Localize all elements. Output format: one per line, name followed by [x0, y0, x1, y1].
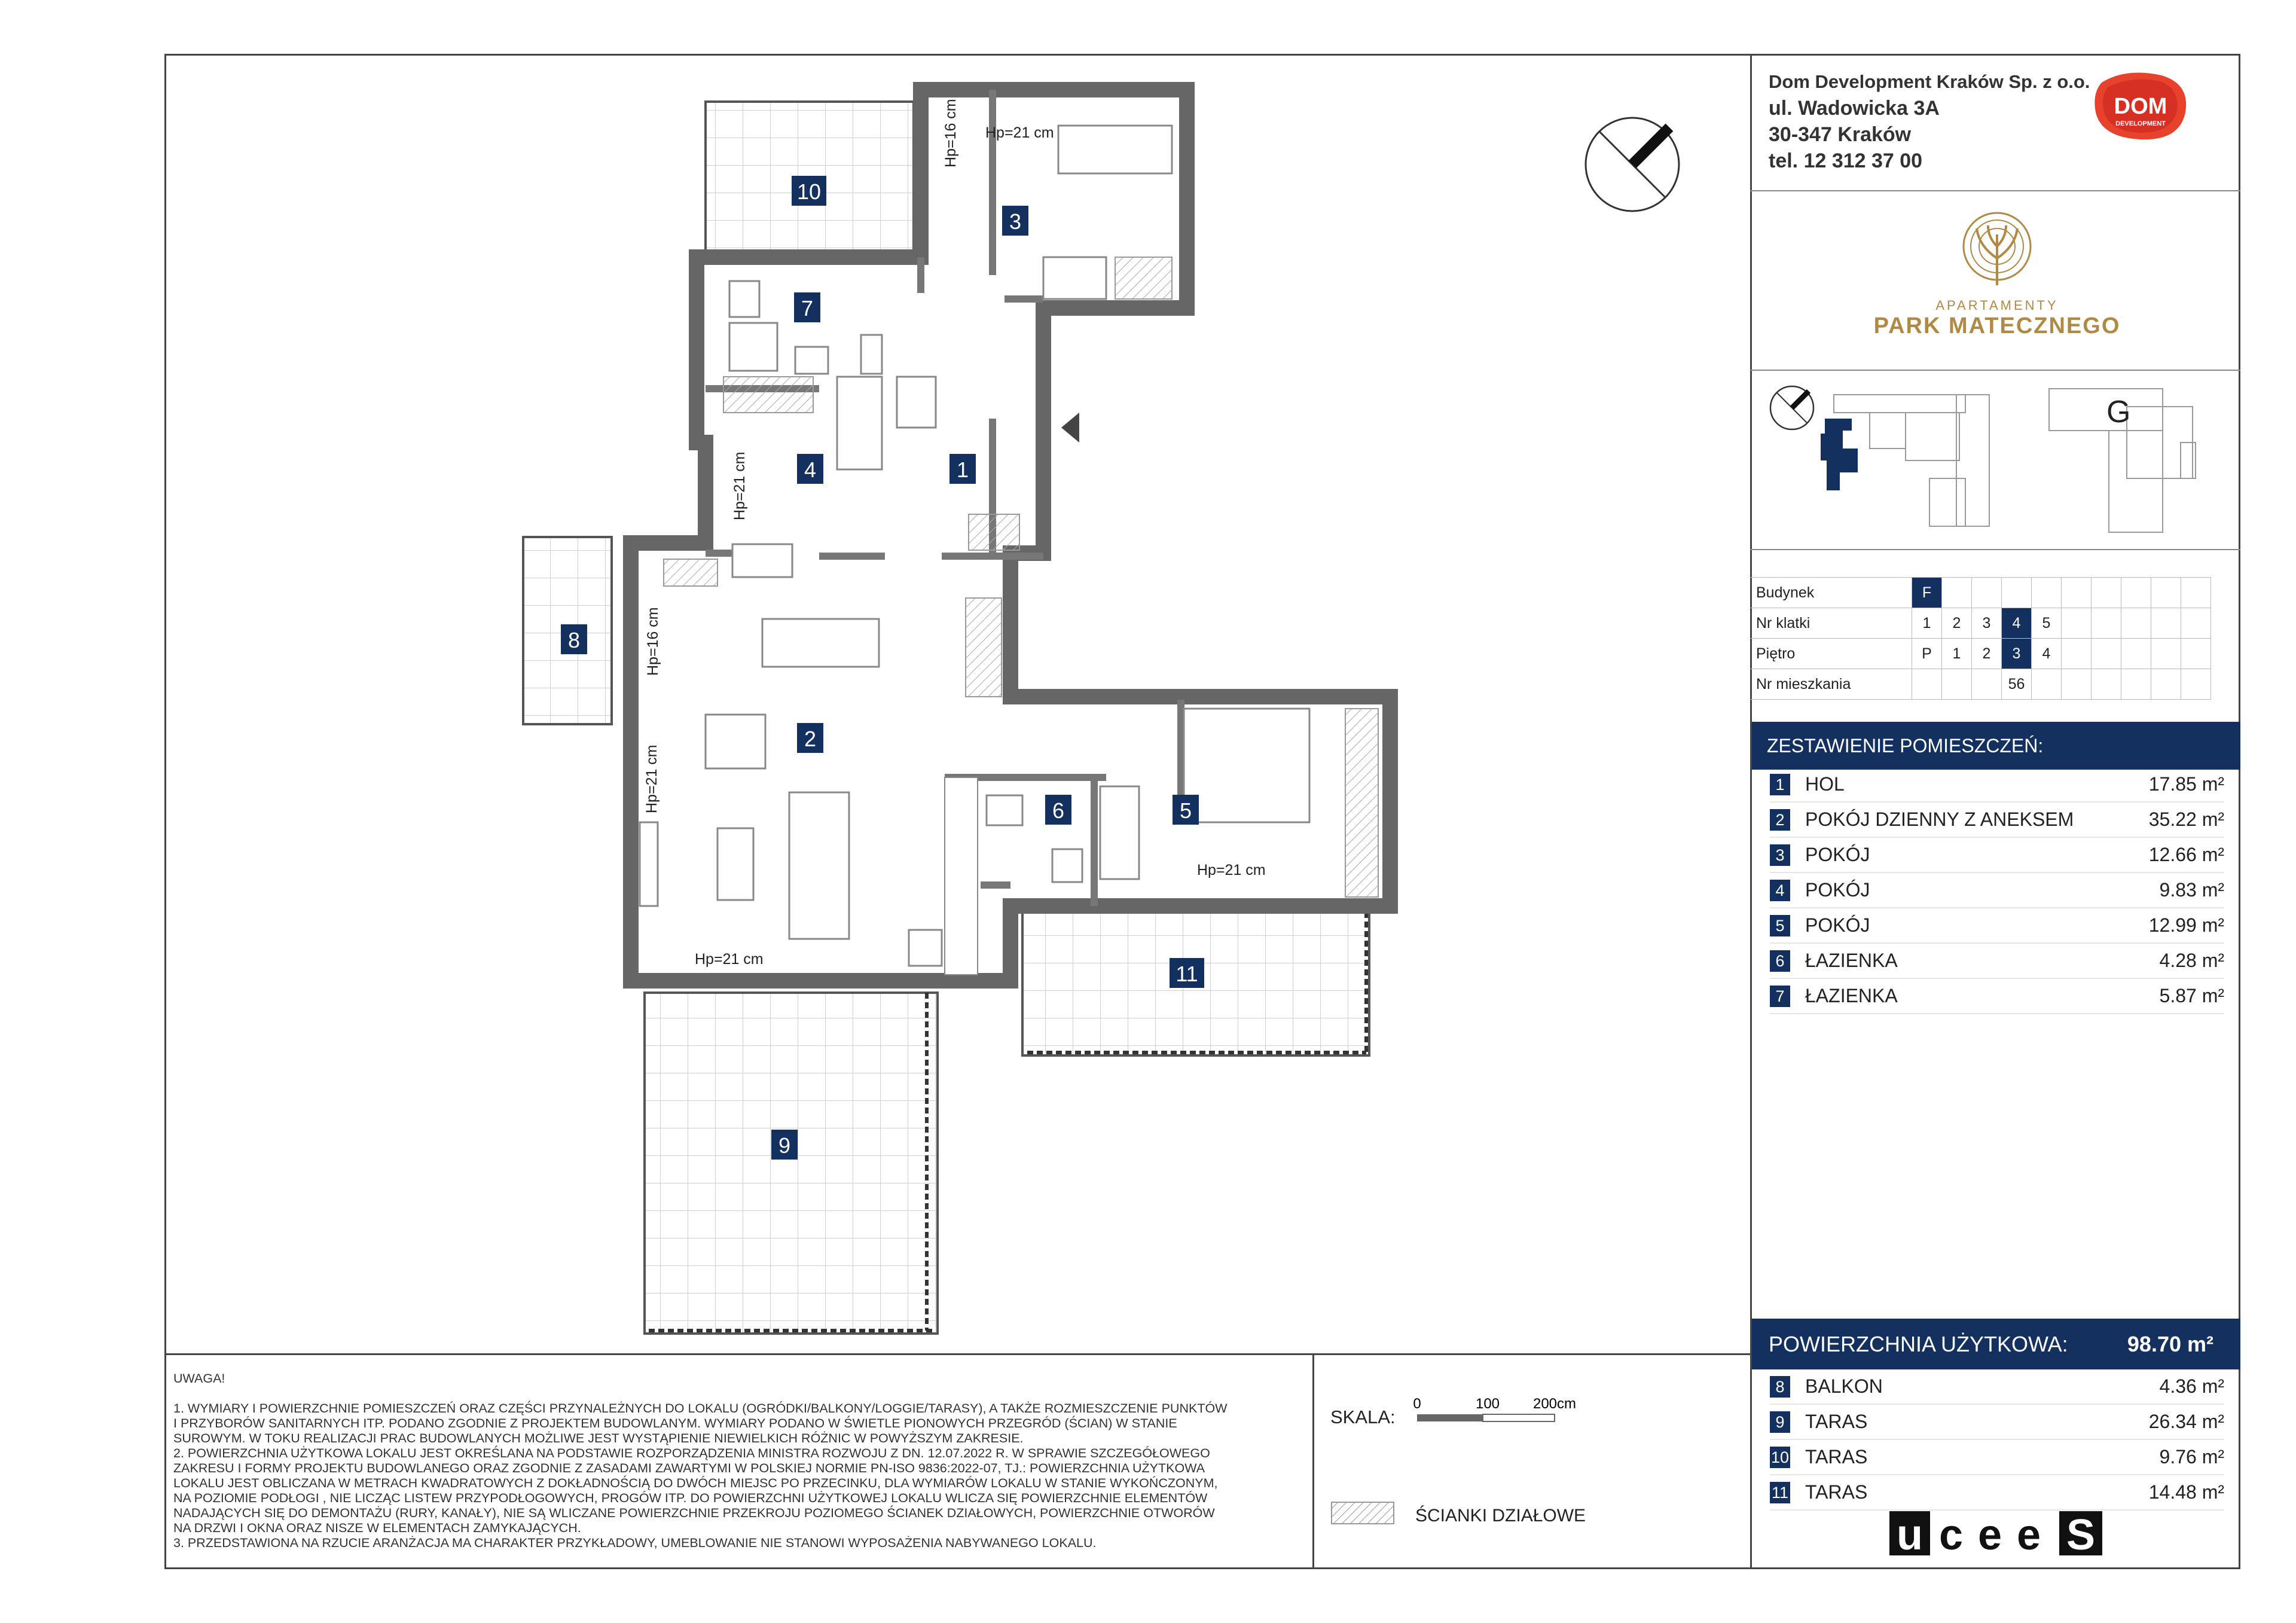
bed: [1058, 126, 1172, 173]
project-title: PARK MATECZNEGO: [1873, 313, 2121, 338]
room-label: 8: [567, 628, 581, 652]
room-row: [1770, 1475, 2224, 1511]
wardrobe: [966, 598, 1002, 697]
armchair: [706, 715, 765, 768]
wardrobe: [1115, 257, 1172, 299]
info-cell: [2092, 608, 2121, 639]
info-cell: [2181, 669, 2211, 700]
cooktop: [909, 930, 942, 966]
info-cell: [1912, 669, 1942, 700]
room-name: ŁAZIENKA: [1805, 950, 1898, 971]
info-cell: [1942, 578, 1972, 608]
note-line: SUROWYM. W TOKU REALIZACJI PRAC BUDOWLANYCH MOŻLIWE JEST WYSTĄPIENIE NIEWIELKICH RÓŻNIC W POWYŻSZYM ZAKRESIE.: [173, 1431, 1024, 1445]
info-cell: [2121, 608, 2151, 639]
room-row: [1770, 873, 2224, 908]
info-cell: [2092, 639, 2121, 669]
room-area: 35.22 m²: [2148, 809, 2224, 830]
info-cell: 3: [2002, 639, 2032, 669]
room-area: 14.48 m²: [2148, 1481, 2224, 1503]
info-cell: 1: [1912, 608, 1942, 639]
room-row: [1770, 803, 2224, 838]
logo-text: DOM: [2114, 94, 2167, 119]
height-annotation: Hp=21 cm: [985, 124, 1054, 141]
info-cell: [2002, 578, 2032, 608]
toilet: [861, 335, 882, 374]
room-name: HOL: [1805, 773, 1845, 795]
company-info: [1769, 69, 2090, 174]
room-number: 6: [1770, 950, 1790, 972]
room-area: 4.28 m²: [2159, 950, 2224, 971]
company-name: Dom Development Kraków Sp. z o.o.: [1769, 71, 2090, 92]
height-annotation: Hp=21 cm: [1197, 862, 1266, 878]
scale-tick-200: 200cm: [1532, 1396, 1577, 1412]
toilet: [987, 795, 1022, 825]
svg-text:S: S: [2066, 1511, 2096, 1558]
logo-subtext: DEVELOPMENT: [2115, 120, 2166, 127]
info-cell: 4: [2002, 608, 2032, 639]
room-row: [1770, 979, 2224, 1014]
bathtub: [1100, 786, 1139, 879]
room-area: 5.87 m²: [2159, 985, 2224, 1006]
note-line: NADAJĄCYCH SIĘ DO DEMONTAŻU (RURY, KANAŁY), NIE SĄ WLICZANE POWIERZCHNIE PRZEKROJU POZIOMEGO ŚCIANEK DZIAŁOWYCH, POWIERZCHNIE OTWORÓW: [173, 1506, 1215, 1520]
svg-text:e: e: [2016, 1511, 2041, 1558]
divider: [1750, 190, 2240, 191]
room-label: 9: [778, 1133, 791, 1158]
info-cell: [2092, 669, 2121, 700]
scale-tick-0: 0: [1413, 1396, 1421, 1412]
coffee-table: [718, 828, 753, 900]
note-line: ZAKRESU I FORMY PROJEKTU BUDOWLANEGO ORAZ ZGODNIE Z ZASADAMI ZAWARTYMI W POLSKIEJ NORMIE PN-ISO 9836:2022-07, TJ.: POWIERZCHNIA UŻYTKOWA: [173, 1461, 1205, 1475]
height-annotation: Hp=16 cm: [645, 607, 661, 676]
sofa: [789, 792, 849, 939]
info-cell: [2181, 578, 2211, 608]
height-annotation: Hp=21 cm: [731, 451, 748, 520]
info-cell: [1972, 669, 2002, 700]
info-cell: [2181, 608, 2211, 639]
wardrobe: [969, 514, 1019, 550]
room-name: POKÓJ: [1805, 844, 1870, 865]
info-cell: 4: [2032, 639, 2062, 669]
partition-wall-legend-icon: [1330, 1501, 1396, 1526]
room-name: POKÓJ: [1805, 879, 1870, 901]
room-row: [1770, 1405, 2224, 1440]
info-cell: [2062, 578, 2092, 608]
note-line: NA DRZWI I OKNA ORAZ NISZE W ELEMENTACH ZAMYKAJĄCYCH.: [173, 1521, 581, 1535]
washing-machine: [729, 281, 759, 317]
room-row: [1770, 1369, 2224, 1405]
room-row: [1770, 767, 2224, 803]
room-area: 4.36 m²: [2159, 1375, 2224, 1397]
note-line: 3. PRZEDSTAWIONA NA RZUCIE ARANŻACJA MA CHARAKTER PRZYKŁADOWY, UMEBLOWANIE NIE STANOWI WYPOSAŻENIA NABYWANEGO LOKALU.: [173, 1536, 1097, 1550]
bathtub: [837, 377, 882, 469]
room-label: 3: [1009, 209, 1022, 234]
info-cell: 2: [1942, 608, 1972, 639]
room-area: 9.83 m²: [2159, 879, 2224, 901]
floor-plan: [164, 54, 1749, 1352]
info-row-label: Nr mieszkania: [1750, 669, 1912, 700]
apartment-info-table: [1750, 577, 2211, 700]
usable-area-label: POWIERZCHNIA UŻYTKOWA:: [1769, 1332, 2068, 1356]
park-tree-icon: [1955, 210, 2039, 294]
info-row-label: Piętro: [1750, 639, 1912, 669]
notes-title: UWAGA!: [173, 1371, 225, 1386]
room-area: 26.34 m²: [2148, 1411, 2224, 1432]
room-row: [1770, 1440, 2224, 1475]
sink: [1052, 849, 1082, 882]
info-cell: 2: [1972, 639, 2002, 669]
room-number: 9: [1770, 1411, 1790, 1433]
rooms-list: [1770, 767, 2224, 1014]
info-cell: [2151, 639, 2181, 669]
ucees-logo: [1888, 1510, 2109, 1558]
room-number: 3: [1770, 844, 1790, 866]
room-name: ŁAZIENKA: [1805, 985, 1898, 1006]
room-number: 11: [1770, 1482, 1790, 1503]
room-number: 7: [1770, 986, 1790, 1007]
usable-area-value: 98.70 m²: [2127, 1332, 2213, 1356]
room-number: 1: [1770, 774, 1790, 795]
room-number: 2: [1770, 809, 1790, 831]
room-row: [1770, 908, 2224, 944]
info-cell: [2151, 608, 2181, 639]
double-bed: [1184, 709, 1309, 822]
note-line: I PRZYBORÓW SANITARNYCH ITP. PODANO ZGODNIE Z PROJEKTEM BUDOWLANYM. WYMIARY PODANO W ŚWIETLE PIONOWYCH PRZEGRÓD (ŚCIAN) W STANIE: [173, 1416, 1177, 1430]
company-street: ul. Wadowicka 3A: [1769, 97, 1940, 120]
info-cell: [2032, 578, 2062, 608]
info-row-label: Budynek: [1750, 578, 1912, 608]
project-logo: [1860, 293, 2135, 339]
room-number: 8: [1770, 1376, 1790, 1398]
room-name: TARAS: [1805, 1446, 1868, 1468]
room-number: 10: [1770, 1447, 1790, 1468]
info-cell: 1: [1942, 639, 1972, 669]
outdoor-list: [1770, 1369, 2224, 1511]
info-cell: [2151, 669, 2181, 700]
note-line: NA POZIOMIE PODŁOGI , NIE LICZĄC LISTEW PRZYPODŁOGOWYCH, PROGÓW ITP. DO POWIERZCHNI UŻYTKOWEJ LOKALU WLICZA SIĘ POWIERZCHNIE ELEMENTÓW: [173, 1491, 1208, 1505]
info-cell: [2121, 669, 2151, 700]
info-cell: [2092, 578, 2121, 608]
tv-cabinet: [640, 822, 658, 906]
height-annotation: Hp=21 cm: [643, 745, 660, 813]
svg-text:c: c: [1938, 1511, 1964, 1558]
wardrobe: [723, 377, 813, 413]
info-cell: [2062, 669, 2092, 700]
info-cell: [2151, 578, 2181, 608]
dining-table: [762, 619, 879, 667]
scale-label: SKALA:: [1330, 1407, 1396, 1427]
room-label: 6: [1052, 798, 1065, 823]
wardrobe: [1345, 709, 1378, 897]
room-label: 1: [956, 457, 969, 482]
info-cell: 56: [2002, 669, 2032, 700]
company-city: 30-347 Kraków: [1769, 123, 1912, 146]
room-label: 2: [804, 727, 817, 751]
kitchen-counter: [945, 777, 978, 975]
scale-section: [1312, 1353, 1752, 1569]
compass-icon: [1586, 118, 1679, 211]
shower: [729, 323, 777, 371]
note-line: 1. WYMIARY I POWIERZCHNIE POMIESZCZEŃ ORAZ CZĘŚCI PRZYNALEŻNYCH DO LOKALU (OGRÓDKI/BALKONY/LOGGIE/TARASY), A TAKŻE ROZMIESZCZENIE PUNKTÓW: [173, 1401, 1228, 1415]
rooms-header: ZESTAWIENIE POMIESZCZEŃ:: [1752, 722, 2240, 770]
sink: [795, 347, 828, 374]
room-row: [1770, 838, 2224, 873]
notes-text: [173, 1371, 1292, 1551]
height-annotation: Hp=16 cm: [942, 99, 959, 167]
scale-tick-100: 100: [1475, 1396, 1500, 1412]
room-name: POKÓJ DZIENNY Z ANEKSEM: [1805, 809, 2074, 830]
room-label: 10: [796, 179, 822, 204]
key-plan-building-label: G: [2106, 395, 2131, 429]
info-cell: [2032, 669, 2062, 700]
shaft: [897, 377, 936, 428]
info-cell: [1972, 578, 2002, 608]
info-cell: 3: [1972, 608, 2002, 639]
note-line: LOKALU JEST OBLICZANA W METRACH KWADRATOWYCH Z DOKŁADNOŚCIĄ DO DWÓCH MIEJSC PO PRZECINKU, DLA WYMIARÓW LOKALU W STANIE WYKOŃCZONYM,: [173, 1476, 1218, 1490]
room-name: TARAS: [1805, 1481, 1868, 1503]
room-area: 12.66 m²: [2148, 844, 2224, 865]
info-cell: [2062, 608, 2092, 639]
info-row: [1750, 578, 2211, 608]
info-row: [1750, 669, 2211, 700]
info-row: [1750, 608, 2211, 639]
room-name: BALKON: [1805, 1375, 1883, 1397]
info-cell: P: [1912, 639, 1942, 669]
info-cell: [1942, 669, 1972, 700]
room-area: 17.85 m²: [2148, 773, 2224, 795]
info-cell: [2121, 578, 2151, 608]
info-cell: 5: [2032, 608, 2062, 639]
project-subtitle: APARTAMENTY: [1935, 298, 2059, 313]
key-plan: [1750, 371, 2240, 550]
note-line: 2. POWIERZCHNIA UŻYTKOWA LOKALU JEST OKREŚLANA NA PODSTAWIE ROZPORZĄDZENIA MINISTRA ROZWOJU Z DN. 12.07.2022 R. W SPRAWIE SZCZEGÓŁOWEGO: [173, 1446, 1210, 1460]
wardrobe: [664, 559, 718, 586]
room-label: 7: [801, 296, 814, 321]
info-cell: [2181, 639, 2211, 669]
room-name: POKÓJ: [1805, 914, 1870, 936]
desk: [1043, 257, 1106, 299]
room-name: TARAS: [1805, 1411, 1868, 1432]
info-cell: [2121, 639, 2151, 669]
usable-area-bar: [1752, 1319, 2240, 1369]
company-phone: tel. 12 312 37 00: [1769, 150, 1923, 172]
info-row: [1750, 639, 2211, 669]
partition-walls-label: ŚCIANKI DZIAŁOWE: [1415, 1506, 1586, 1526]
scale-bar: [1411, 1390, 1590, 1426]
room-label: 5: [1179, 798, 1192, 823]
entrance-arrow-icon: [1061, 413, 1079, 443]
svg-text:e: e: [1977, 1511, 2002, 1558]
room-row: [1770, 944, 2224, 979]
room-label: 11: [1176, 962, 1198, 986]
terrace-9: [645, 993, 938, 1334]
info-row-label: Nr klatki: [1750, 608, 1912, 639]
room-label: 4: [804, 457, 817, 482]
svg-text:u: u: [1897, 1511, 1923, 1558]
desk: [732, 544, 792, 577]
room-area: 12.99 m²: [2148, 914, 2224, 936]
dom-development-logo: [2090, 71, 2191, 142]
room-number: 4: [1770, 880, 1790, 901]
compass-small-icon: [1770, 386, 1813, 429]
room-area: 9.76 m²: [2159, 1446, 2224, 1468]
height-annotation: Hp=21 cm: [695, 951, 764, 968]
info-cell: F: [1912, 578, 1942, 608]
room-number: 5: [1770, 915, 1790, 936]
info-cell: [2062, 639, 2092, 669]
